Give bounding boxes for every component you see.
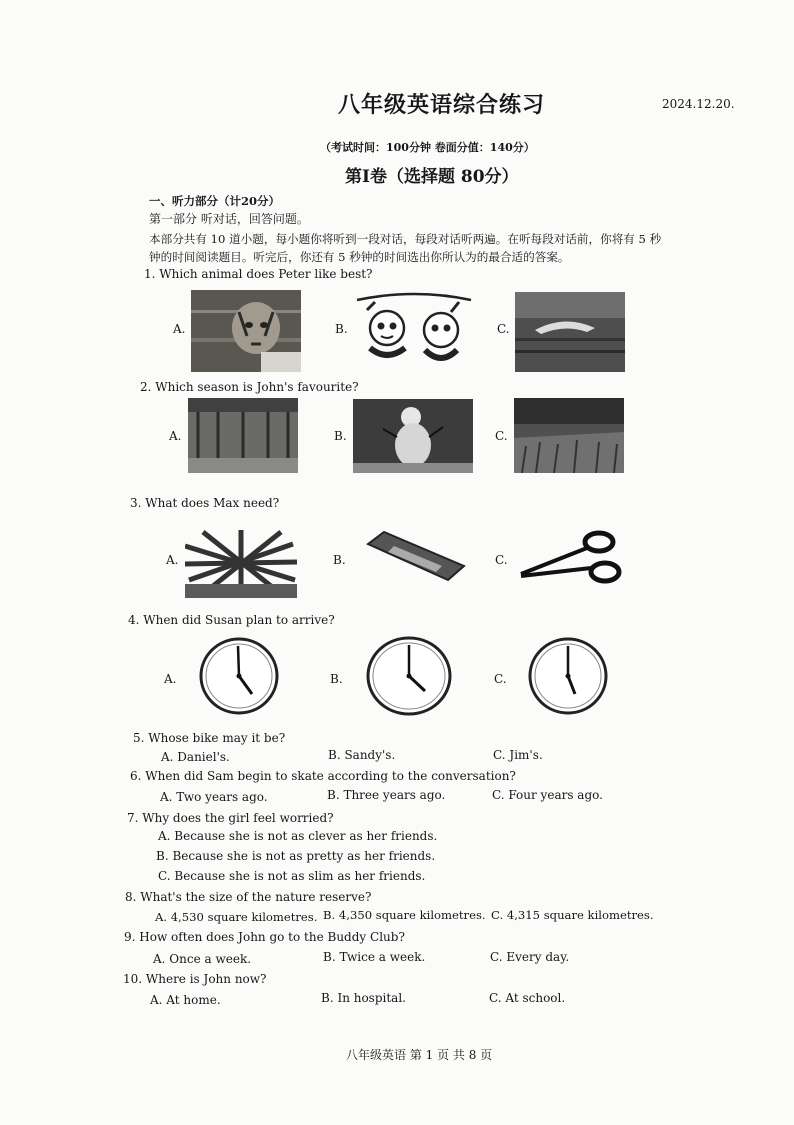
q7-option-b: B. Because she is not as pretty as her friends. — [156, 849, 436, 863]
forest-photo-icon — [188, 398, 298, 473]
instruction-line-1: 本部分共有 10 道小题，每小题你将听到一段对话，每段对话听两遍。在听每段对话前，你将有 5 秒 — [149, 232, 662, 246]
tiger-photo-icon — [191, 290, 301, 372]
instruction-line-2: 钟的时间阅读题目。听完后，你还有 5 秒钟的时间选出你所认为的最合适的答案。 — [149, 250, 570, 264]
question-6: 6. When did Sam begin to skate according to the conversation? — [130, 769, 516, 783]
q7-option-a: A. Because she is not as clever as her friends. — [158, 829, 438, 843]
part-heading: 第一部分 听对话，回答问题。 — [149, 212, 309, 226]
question-1: 1. Which animal does Peter like best? — [144, 267, 373, 281]
q3-option-c-label: C. — [495, 553, 508, 567]
question-3: 3. What does Max need? — [130, 496, 280, 510]
q4-option-b-label: B. — [330, 672, 343, 686]
question-2: 2. Which season is John's favourite? — [140, 380, 359, 394]
q2-option-b-label: B. — [334, 429, 347, 443]
q4-option-c-label: C. — [494, 672, 507, 686]
q2-option-c-label: C. — [495, 429, 508, 443]
dolphin-photo-icon — [515, 292, 625, 372]
pencils-photo-icon — [185, 528, 297, 598]
page-footer: 八年级英语 第 1 页 共 8 页 — [346, 1048, 493, 1062]
question-7: 7. Why does the girl feel worried? — [127, 811, 334, 825]
q3-option-a-label: A. — [166, 553, 179, 567]
q3-option-b-label: B. — [333, 553, 346, 567]
q5-option-a: A. Daniel's. — [161, 750, 230, 764]
q10-option-b: B. In hospital. — [321, 991, 406, 1005]
clock-c-icon — [527, 636, 609, 716]
question-9: 9. How often does John go to the Buddy Club? — [124, 930, 405, 944]
q9-option-c: C. Every day. — [490, 950, 570, 964]
scissors-drawing-icon — [517, 528, 623, 586]
q8-option-a: A. 4,530 square kilometres. — [155, 910, 318, 924]
q1-option-c-label: C. — [497, 322, 510, 336]
grassland-photo-icon — [514, 398, 624, 473]
snowman-photo-icon — [353, 399, 473, 473]
q6-option-a: A. Two years ago. — [160, 790, 268, 804]
q6-option-c: C. Four years ago. — [492, 788, 603, 802]
page-title: 八年级英语综合练习 — [338, 92, 546, 118]
exam-info: （考试时间：100分钟 卷面分值：140分） — [320, 141, 535, 154]
monkeys-drawing-icon — [355, 290, 473, 370]
clock-b-icon — [365, 635, 453, 717]
question-4: 4. When did Susan plan to arrive? — [128, 613, 335, 627]
q4-option-a-label: A. — [164, 672, 177, 686]
question-5: 5. Whose bike may it be? — [133, 731, 286, 745]
q10-option-c: C. At school. — [489, 991, 566, 1005]
section-heading: 一、听力部分（计20分） — [149, 194, 281, 208]
question-8: 8. What's the size of the nature reserve? — [125, 890, 372, 904]
q7-option-c: C. Because she is not as slim as her friends. — [158, 869, 426, 883]
q1-option-b-label: B. — [335, 322, 348, 336]
eraser-photo-icon — [364, 530, 468, 582]
volume-heading: 第Ⅰ卷（选择题 80分） — [345, 167, 519, 187]
clock-a-icon — [198, 636, 280, 716]
q5-option-b: B. Sandy's. — [328, 748, 396, 762]
q8-option-b: B. 4,350 square kilometres. — [323, 908, 486, 922]
q9-option-a: A. Once a week. — [153, 952, 252, 966]
question-10: 10. Where is John now? — [123, 972, 267, 986]
q1-option-a-label: A. — [173, 322, 186, 336]
q6-option-b: B. Three years ago. — [327, 788, 446, 802]
q8-option-c: C. 4,315 square kilometres. — [491, 908, 654, 922]
q10-option-a: A. At home. — [150, 993, 221, 1007]
exam-date: 2024.12.20. — [662, 97, 735, 111]
q2-option-a-label: A. — [169, 429, 182, 443]
q9-option-b: B. Twice a week. — [323, 950, 426, 964]
q5-option-c: C. Jim's. — [493, 748, 543, 762]
